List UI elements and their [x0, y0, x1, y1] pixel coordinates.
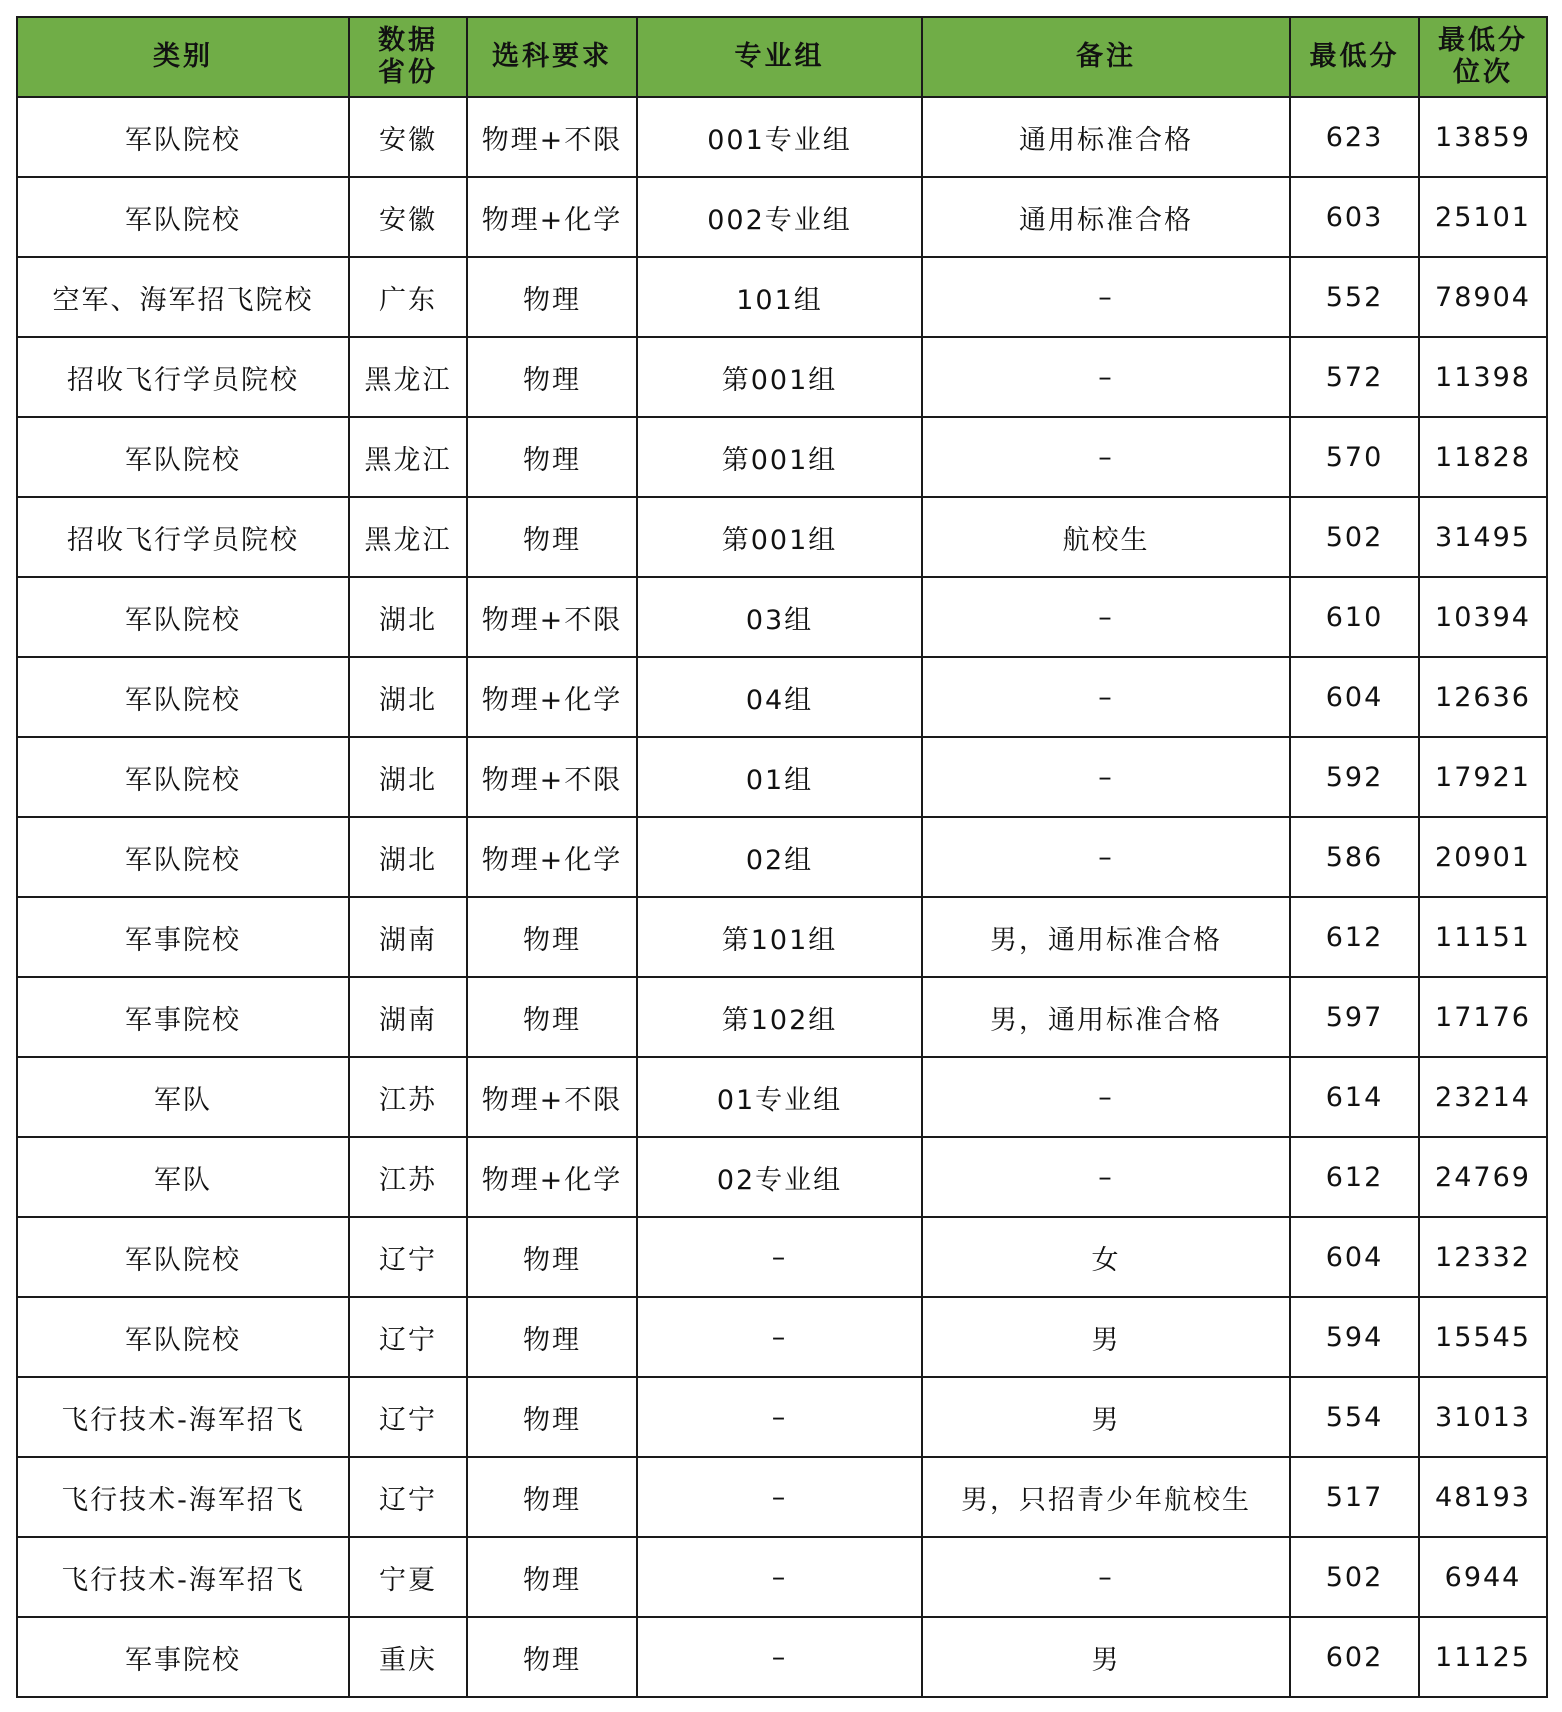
table-body	[17, 97, 1547, 1697]
cell-category: 飞行技术-海军招飞	[17, 1537, 349, 1617]
cell-category: 军队院校	[17, 817, 349, 897]
cell-min-rank: 17176	[1419, 977, 1547, 1057]
cell-remark: 航校生	[922, 497, 1290, 577]
table-row	[17, 1217, 1547, 1297]
cell-min-score: 610	[1290, 577, 1419, 657]
cell-subject-requirement: 物理	[467, 497, 637, 577]
table-row	[17, 1137, 1547, 1217]
cell-province: 安徽	[349, 177, 467, 257]
table-row	[17, 1297, 1547, 1377]
header-min-rank	[1419, 17, 1547, 97]
cell-province: 湖南	[349, 977, 467, 1057]
cell-subject-requirement: 物理	[467, 1537, 637, 1617]
cell-major-group: 第001组	[637, 417, 922, 497]
cell-province: 广东	[349, 257, 467, 337]
header-min-rank-line: 最低分	[1438, 24, 1528, 56]
header-category: 类别	[17, 17, 349, 97]
cell-remark: –	[922, 257, 1290, 337]
cell-remark: –	[922, 337, 1290, 417]
cell-remark: –	[922, 817, 1290, 897]
cell-min-score: 623	[1290, 97, 1419, 177]
table-row	[17, 1457, 1547, 1537]
cell-major-group: –	[637, 1617, 922, 1697]
cell-major-group: –	[637, 1217, 922, 1297]
cell-min-rank: 11828	[1419, 417, 1547, 497]
cell-subject-requirement: 物理	[467, 417, 637, 497]
cell-remark: 男	[922, 1377, 1290, 1457]
cell-province: 江苏	[349, 1137, 467, 1217]
cell-subject-requirement: 物理+不限	[467, 97, 637, 177]
cell-remark: 男	[922, 1617, 1290, 1697]
cell-major-group: 第001组	[637, 337, 922, 417]
cell-category: 军队	[17, 1057, 349, 1137]
cell-category: 军事院校	[17, 1617, 349, 1697]
cell-province: 湖北	[349, 577, 467, 657]
cell-major-group: 第001组	[637, 497, 922, 577]
cell-remark: –	[922, 417, 1290, 497]
header-province-label	[378, 25, 438, 89]
cell-subject-requirement: 物理+化学	[467, 177, 637, 257]
cell-remark: –	[922, 657, 1290, 737]
table-row	[17, 897, 1547, 977]
header-province-line: 省份	[378, 56, 438, 88]
cell-major-group: 02专业组	[637, 1137, 922, 1217]
cell-category: 招收飞行学员院校	[17, 497, 349, 577]
table-row	[17, 177, 1547, 257]
cell-min-rank: 78904	[1419, 257, 1547, 337]
table-row	[17, 657, 1547, 737]
table-row	[17, 337, 1547, 417]
cell-min-rank: 11398	[1419, 337, 1547, 417]
cell-min-score: 614	[1290, 1057, 1419, 1137]
header-major-group: 专业组	[637, 17, 922, 97]
header-subject-requirement: 选科要求	[467, 17, 637, 97]
cell-major-group: 第101组	[637, 897, 922, 977]
header-min-rank-label	[1438, 25, 1528, 89]
cell-category: 飞行技术-海军招飞	[17, 1457, 349, 1537]
cell-subject-requirement: 物理+不限	[467, 1057, 637, 1137]
cell-major-group: –	[637, 1457, 922, 1537]
cell-min-rank: 31013	[1419, 1377, 1547, 1457]
cell-min-rank: 17921	[1419, 737, 1547, 817]
cell-category: 军队院校	[17, 737, 349, 817]
table-row	[17, 417, 1547, 497]
header-province-line: 数据	[378, 24, 438, 56]
cell-min-rank: 12636	[1419, 657, 1547, 737]
cell-min-rank: 24769	[1419, 1137, 1547, 1217]
cell-remark: –	[922, 577, 1290, 657]
cell-major-group: 03组	[637, 577, 922, 657]
cell-min-rank: 23214	[1419, 1057, 1547, 1137]
cell-province: 辽宁	[349, 1217, 467, 1297]
cell-subject-requirement: 物理	[467, 1617, 637, 1697]
cell-min-rank: 31495	[1419, 497, 1547, 577]
table-row	[17, 1617, 1547, 1697]
cell-remark: 男	[922, 1297, 1290, 1377]
cell-major-group: –	[637, 1297, 922, 1377]
cell-province: 黑龙江	[349, 417, 467, 497]
cell-min-score: 502	[1290, 1537, 1419, 1617]
cell-min-rank: 20901	[1419, 817, 1547, 897]
cell-remark: –	[922, 1057, 1290, 1137]
cell-subject-requirement: 物理	[467, 1297, 637, 1377]
cell-province: 黑龙江	[349, 497, 467, 577]
table-row	[17, 737, 1547, 817]
cell-category: 空军、海军招飞院校	[17, 257, 349, 337]
cell-remark: 男，通用标准合格	[922, 977, 1290, 1057]
cell-min-rank: 10394	[1419, 577, 1547, 657]
cell-subject-requirement: 物理+化学	[467, 817, 637, 897]
cell-province: 重庆	[349, 1617, 467, 1697]
header-min-rank-line: 位次	[1453, 56, 1513, 88]
table-header	[17, 17, 1547, 97]
admission-score-table	[16, 16, 1548, 1698]
table-row	[17, 1377, 1547, 1457]
table-row	[17, 977, 1547, 1057]
cell-province: 辽宁	[349, 1297, 467, 1377]
cell-subject-requirement: 物理+不限	[467, 737, 637, 817]
cell-subject-requirement: 物理+不限	[467, 577, 637, 657]
table-row	[17, 97, 1547, 177]
cell-major-group: 001专业组	[637, 97, 922, 177]
cell-subject-requirement: 物理	[467, 1217, 637, 1297]
cell-category: 军事院校	[17, 897, 349, 977]
cell-province: 辽宁	[349, 1377, 467, 1457]
cell-category: 军队院校	[17, 1297, 349, 1377]
cell-province: 江苏	[349, 1057, 467, 1137]
cell-subject-requirement: 物理	[467, 1377, 637, 1457]
cell-category: 军队院校	[17, 97, 349, 177]
cell-remark: 男，只招青少年航校生	[922, 1457, 1290, 1537]
cell-min-score: 603	[1290, 177, 1419, 257]
cell-category: 军事院校	[17, 977, 349, 1057]
cell-major-group: 第102组	[637, 977, 922, 1057]
cell-min-score: 604	[1290, 1217, 1419, 1297]
table-row	[17, 577, 1547, 657]
admission-score-table-container	[16, 16, 1546, 1698]
cell-min-score: 594	[1290, 1297, 1419, 1377]
header-row	[17, 17, 1547, 97]
cell-major-group: 04组	[637, 657, 922, 737]
cell-subject-requirement: 物理+化学	[467, 1137, 637, 1217]
cell-min-score: 552	[1290, 257, 1419, 337]
header-min-score: 最低分	[1290, 17, 1419, 97]
header-province	[349, 17, 467, 97]
cell-min-score: 570	[1290, 417, 1419, 497]
table-row	[17, 1537, 1547, 1617]
cell-min-score: 572	[1290, 337, 1419, 417]
table-row	[17, 497, 1547, 577]
cell-subject-requirement: 物理	[467, 337, 637, 417]
cell-remark: 男，通用标准合格	[922, 897, 1290, 977]
cell-category: 军队院校	[17, 1217, 349, 1297]
cell-subject-requirement: 物理	[467, 257, 637, 337]
table-row	[17, 1057, 1547, 1137]
cell-category: 军队院校	[17, 577, 349, 657]
cell-min-rank: 48193	[1419, 1457, 1547, 1537]
cell-min-score: 517	[1290, 1457, 1419, 1537]
cell-category: 军队院校	[17, 177, 349, 257]
cell-subject-requirement: 物理	[467, 1457, 637, 1537]
cell-province: 湖北	[349, 737, 467, 817]
cell-category: 军队院校	[17, 657, 349, 737]
cell-remark: 女	[922, 1217, 1290, 1297]
cell-category: 飞行技术-海军招飞	[17, 1377, 349, 1457]
cell-major-group: 101组	[637, 257, 922, 337]
cell-remark: 通用标准合格	[922, 97, 1290, 177]
cell-province: 湖北	[349, 817, 467, 897]
cell-min-rank: 11125	[1419, 1617, 1547, 1697]
cell-province: 安徽	[349, 97, 467, 177]
cell-min-rank: 25101	[1419, 177, 1547, 257]
cell-remark: –	[922, 1537, 1290, 1617]
cell-province: 宁夏	[349, 1537, 467, 1617]
cell-remark: 通用标准合格	[922, 177, 1290, 257]
cell-subject-requirement: 物理+化学	[467, 657, 637, 737]
cell-province: 湖南	[349, 897, 467, 977]
cell-province: 湖北	[349, 657, 467, 737]
cell-remark: –	[922, 737, 1290, 817]
cell-min-score: 502	[1290, 497, 1419, 577]
cell-major-group: 002专业组	[637, 177, 922, 257]
cell-min-score: 592	[1290, 737, 1419, 817]
cell-min-rank: 11151	[1419, 897, 1547, 977]
cell-province: 黑龙江	[349, 337, 467, 417]
cell-major-group: 01专业组	[637, 1057, 922, 1137]
cell-remark: –	[922, 1137, 1290, 1217]
cell-min-score: 612	[1290, 897, 1419, 977]
cell-major-group: 02组	[637, 817, 922, 897]
cell-subject-requirement: 物理	[467, 897, 637, 977]
cell-category: 招收飞行学员院校	[17, 337, 349, 417]
table-row	[17, 257, 1547, 337]
header-remark: 备注	[922, 17, 1290, 97]
cell-category: 军队	[17, 1137, 349, 1217]
cell-min-score: 554	[1290, 1377, 1419, 1457]
cell-province: 辽宁	[349, 1457, 467, 1537]
cell-major-group: –	[637, 1377, 922, 1457]
table-row	[17, 817, 1547, 897]
cell-min-rank: 15545	[1419, 1297, 1547, 1377]
cell-category: 军队院校	[17, 417, 349, 497]
cell-min-score: 604	[1290, 657, 1419, 737]
cell-min-score: 602	[1290, 1617, 1419, 1697]
cell-min-rank: 6944	[1419, 1537, 1547, 1617]
cell-min-rank: 13859	[1419, 97, 1547, 177]
cell-major-group: –	[637, 1537, 922, 1617]
cell-min-rank: 12332	[1419, 1217, 1547, 1297]
cell-subject-requirement: 物理	[467, 977, 637, 1057]
cell-min-score: 586	[1290, 817, 1419, 897]
cell-major-group: 01组	[637, 737, 922, 817]
cell-min-score: 612	[1290, 1137, 1419, 1217]
cell-min-score: 597	[1290, 977, 1419, 1057]
